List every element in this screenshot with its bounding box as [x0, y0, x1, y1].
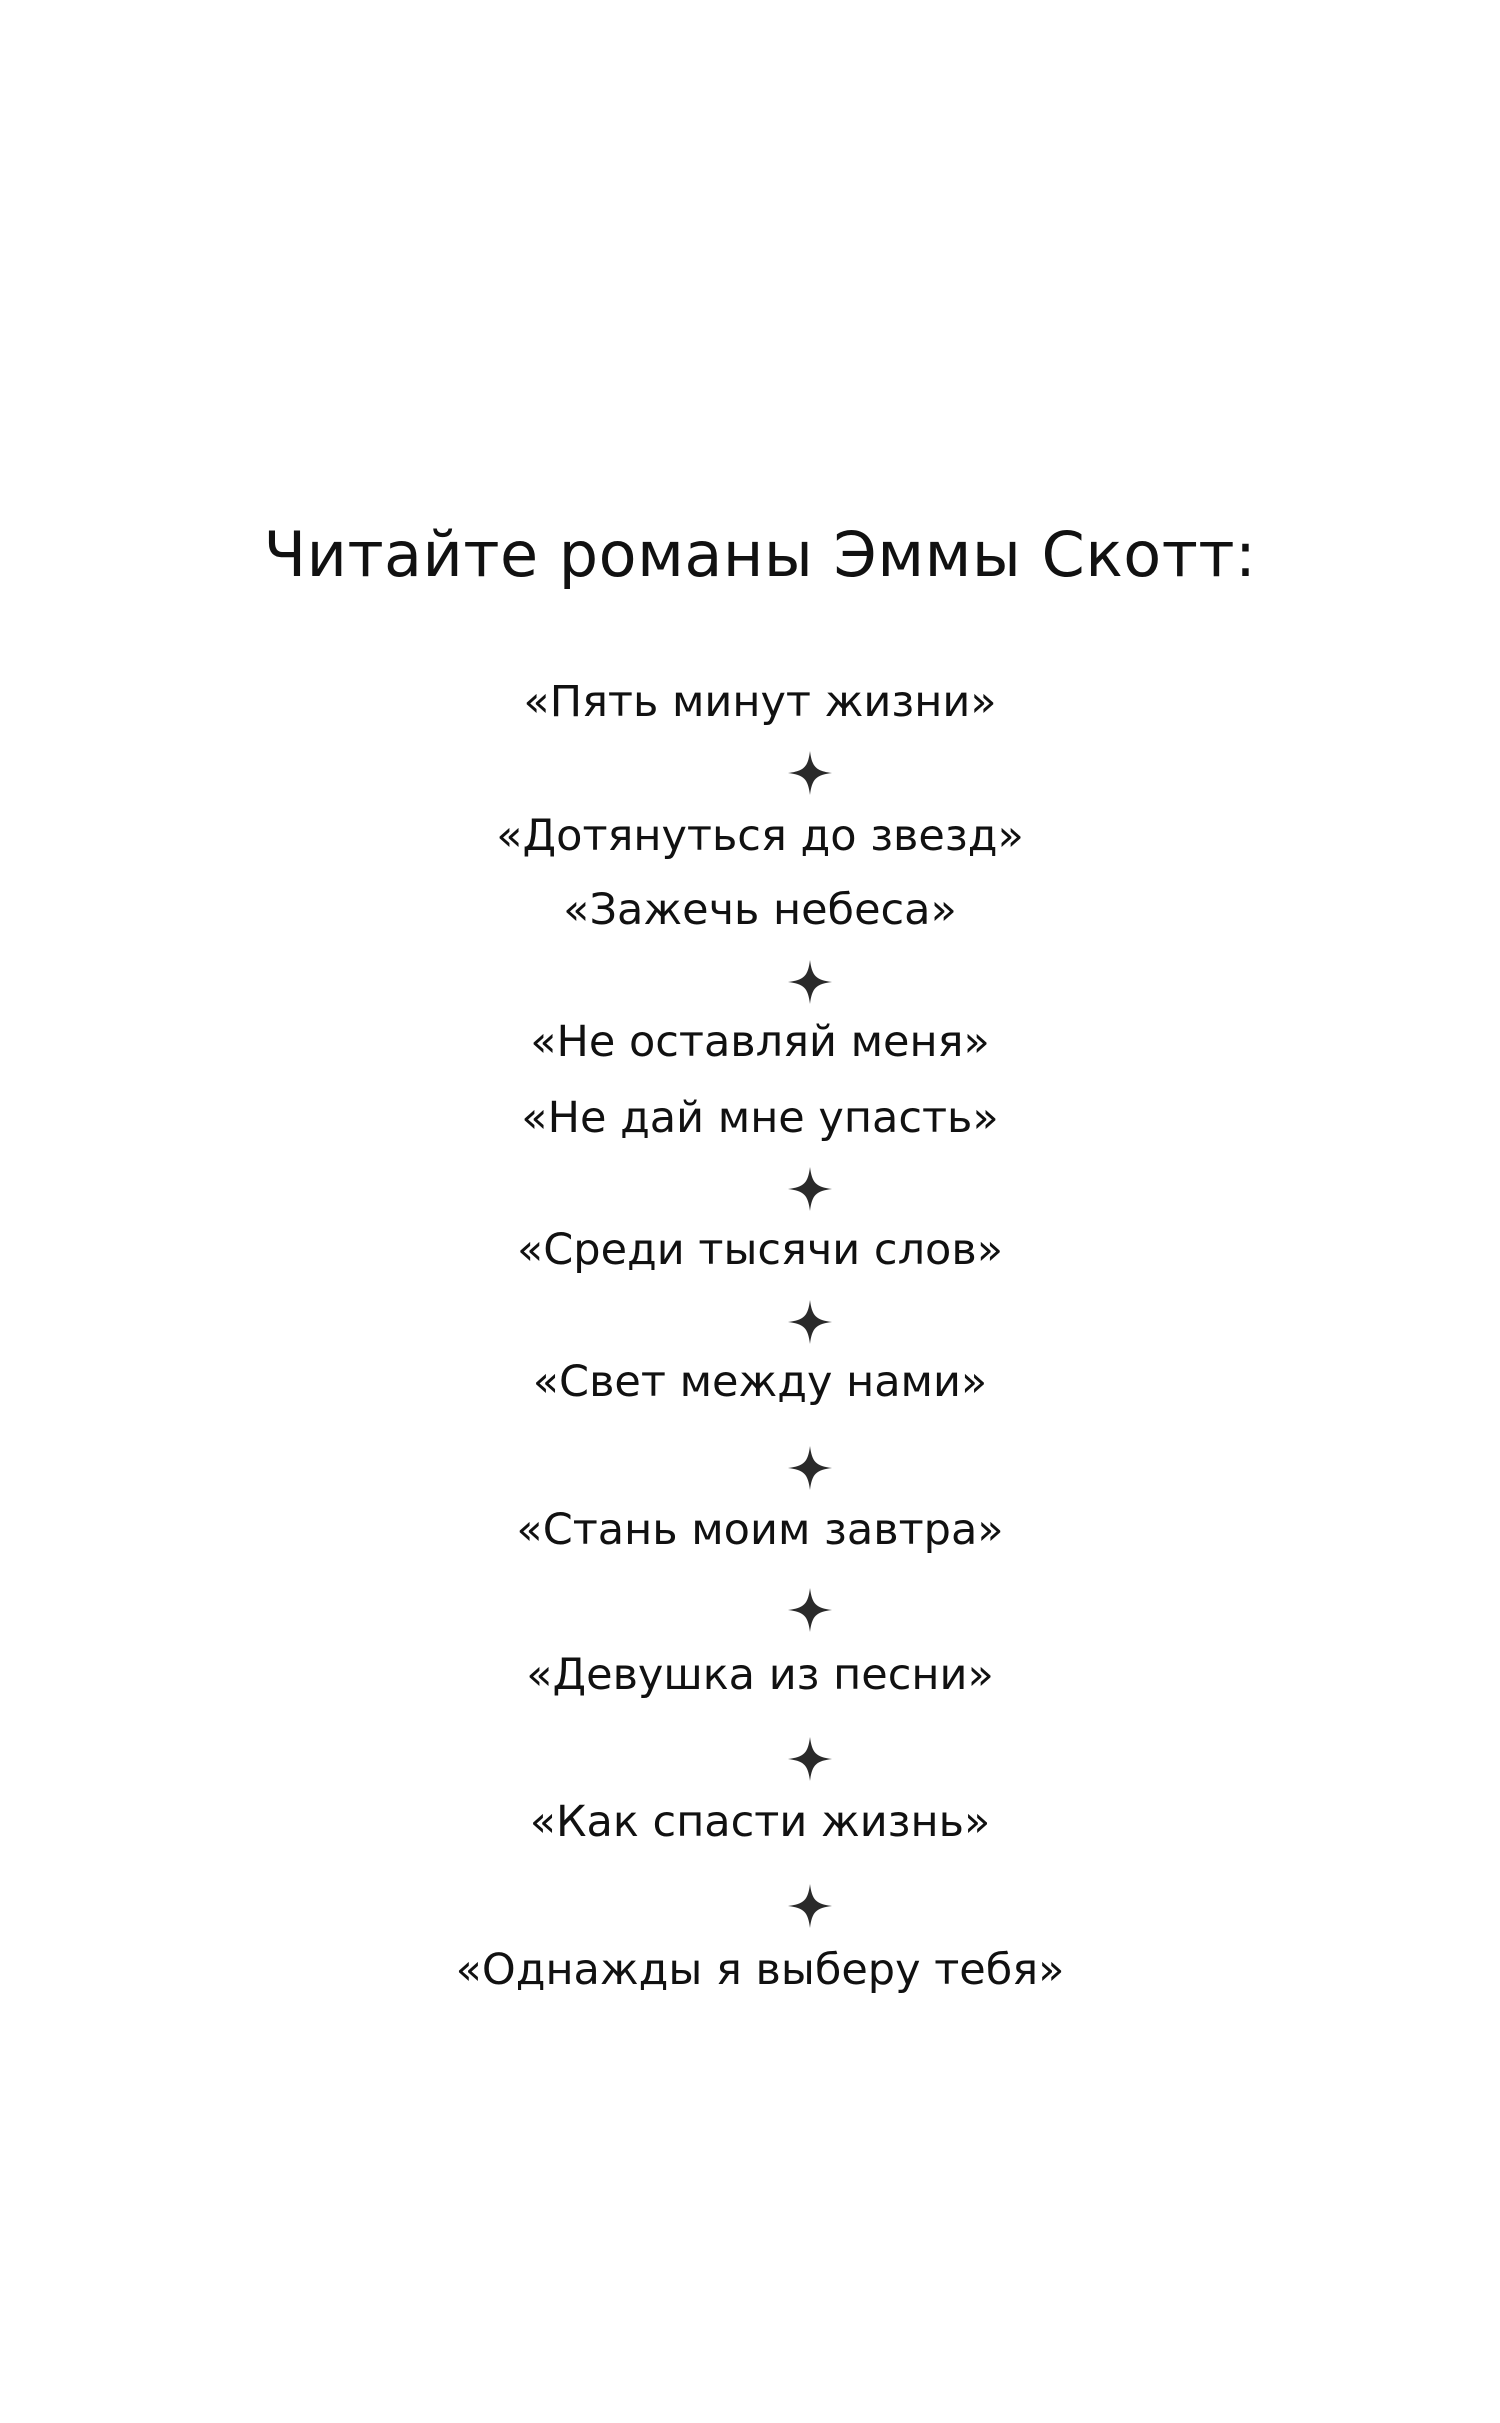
four-point-star-icon [788, 960, 832, 1004]
page-heading: Читайте романы Эммы Скотт: [263, 518, 1257, 591]
four-point-star-icon [788, 1446, 832, 1490]
four-point-star-icon [788, 1588, 832, 1632]
four-point-star-icon [788, 1167, 832, 1211]
book-title-5: «Не дай мне упасть» [521, 1093, 999, 1143]
book-title-7: «Свет между нами» [532, 1357, 988, 1407]
book-title-1: «Пять минут жизни» [523, 677, 997, 727]
book-title-6: «Среди тысячи слов» [516, 1225, 1004, 1275]
four-point-star-icon [788, 751, 832, 795]
four-point-star-icon [788, 1884, 832, 1928]
book-title-3: «Зажечь небеса» [563, 885, 957, 935]
book-title-10: «Как спасти жизнь» [529, 1797, 991, 1847]
four-point-star-icon [788, 1737, 832, 1781]
four-point-star-icon [788, 1300, 832, 1344]
book-title-4: «Не оставляй меня» [530, 1017, 990, 1067]
book-title-8: «Стань моим завтра» [516, 1505, 1004, 1555]
book-title-9: «Девушка из песни» [526, 1650, 994, 1700]
book-title-2: «Дотянуться до звезд» [496, 811, 1024, 861]
book-title-11: «Однажды я выберу тебя» [455, 1945, 1065, 1995]
